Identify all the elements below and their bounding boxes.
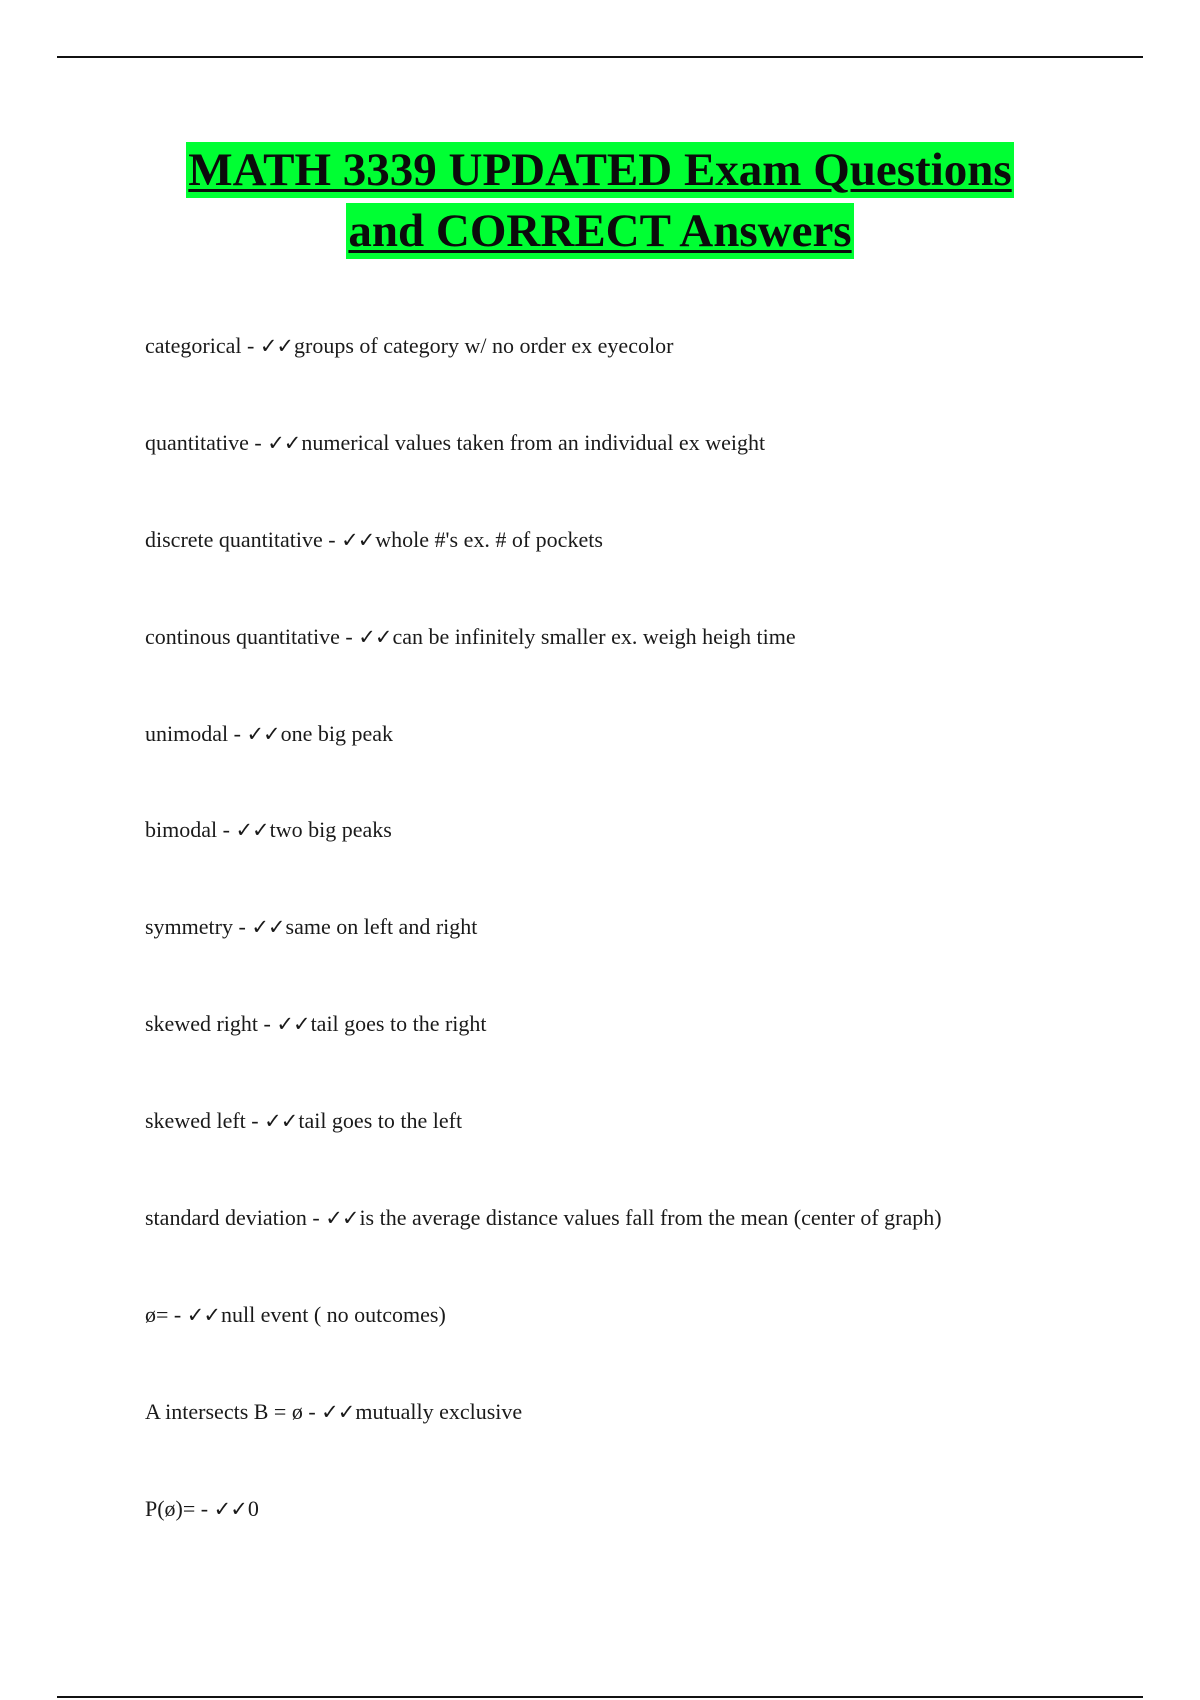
double-check-icon: ✓✓ xyxy=(186,1302,220,1327)
term-text: symmetry xyxy=(145,914,233,940)
qa-item-2 xyxy=(145,422,1145,519)
qa-item-4 xyxy=(145,616,1145,713)
qa-item-6 xyxy=(145,809,1145,906)
term-text: bimodal xyxy=(145,817,218,843)
separator: - xyxy=(339,623,359,649)
answer-text: can be infinitely smaller ex. weigh heigh time xyxy=(392,623,796,649)
answer-text: mutually exclusive xyxy=(355,1398,523,1424)
qa-item-11 xyxy=(145,1294,1145,1391)
qa-item-10 xyxy=(145,1197,1145,1294)
qa-item-5 xyxy=(145,713,1145,810)
separator: - xyxy=(258,1011,277,1037)
double-check-icon: ✓✓ xyxy=(276,1012,310,1037)
term-text: P(ø)= xyxy=(145,1495,196,1521)
answer-text: same on left and right xyxy=(285,914,478,940)
answer-text: numerical values taken from an individual ex weight xyxy=(301,429,766,455)
double-check-icon: ✓✓ xyxy=(235,818,269,843)
answer-text: one big peak xyxy=(280,720,394,746)
term-text: ø= xyxy=(145,1301,169,1327)
separator: - xyxy=(168,1301,187,1327)
answer-text: tail goes to the left xyxy=(298,1108,463,1134)
answer-text: two big peaks xyxy=(269,817,392,843)
qa-item-1 xyxy=(145,325,1145,422)
term-text: skewed right xyxy=(145,1011,259,1037)
term-text: quantitative xyxy=(145,429,249,455)
term-text: skewed left xyxy=(145,1108,246,1134)
term-text: unimodal xyxy=(145,720,229,746)
separator: - xyxy=(302,1398,322,1424)
qa-item-3 xyxy=(145,519,1145,616)
qa-item-7 xyxy=(145,906,1145,1003)
double-check-icon: ✓✓ xyxy=(358,624,392,649)
document-title xyxy=(0,142,1200,264)
answer-text: null event ( no outcomes) xyxy=(220,1301,446,1327)
answer-text: whole #'s ex. # of pockets xyxy=(375,526,603,552)
double-check-icon: ✓✓ xyxy=(259,334,294,358)
answer-text: is the average distance values fall from the mean (center of graph) xyxy=(359,1205,942,1231)
double-check-icon: ✓✓ xyxy=(325,1206,359,1231)
separator: - xyxy=(322,526,342,552)
double-check-icon: ✓✓ xyxy=(246,721,280,746)
bottom-rule xyxy=(57,1696,1143,1698)
double-check-icon: ✓✓ xyxy=(267,430,301,455)
qa-item-13 xyxy=(145,1488,1145,1585)
separator: - xyxy=(248,429,268,455)
separator: - xyxy=(217,817,236,843)
title-line-1: MATH 3339 UPDATED Exam Questions xyxy=(188,144,1012,196)
double-check-icon: ✓✓ xyxy=(341,527,375,552)
answer-text: tail goes to the right xyxy=(310,1011,487,1037)
separator: - xyxy=(245,1108,265,1134)
term-text: discrete quantitative xyxy=(145,526,323,552)
double-check-icon: ✓✓ xyxy=(213,1496,247,1521)
separator: - xyxy=(233,914,252,940)
double-check-icon: ✓✓ xyxy=(321,1399,355,1424)
term-text: continous quantitative xyxy=(145,623,340,649)
term-text: standard deviation xyxy=(145,1205,307,1231)
title-line-2: and CORRECT Answers xyxy=(348,205,852,257)
separator: - xyxy=(306,1205,326,1231)
qa-item-9 xyxy=(145,1100,1145,1197)
double-check-icon: ✓✓ xyxy=(264,1109,298,1134)
qa-item-8 xyxy=(145,1003,1145,1100)
top-rule xyxy=(57,56,1143,58)
answer-text: groups of category w/ no order ex eyecolor xyxy=(294,333,674,358)
term-text: A intersects B = ø xyxy=(145,1398,303,1424)
term-text: categorical xyxy=(145,333,242,358)
qa-item-12 xyxy=(145,1391,1145,1488)
separator: - xyxy=(241,333,260,358)
qa-list xyxy=(145,325,1145,1585)
separator: - xyxy=(228,720,247,746)
answer-text: 0 xyxy=(247,1495,259,1521)
separator: - xyxy=(195,1495,214,1521)
double-check-icon: ✓✓ xyxy=(251,915,285,940)
